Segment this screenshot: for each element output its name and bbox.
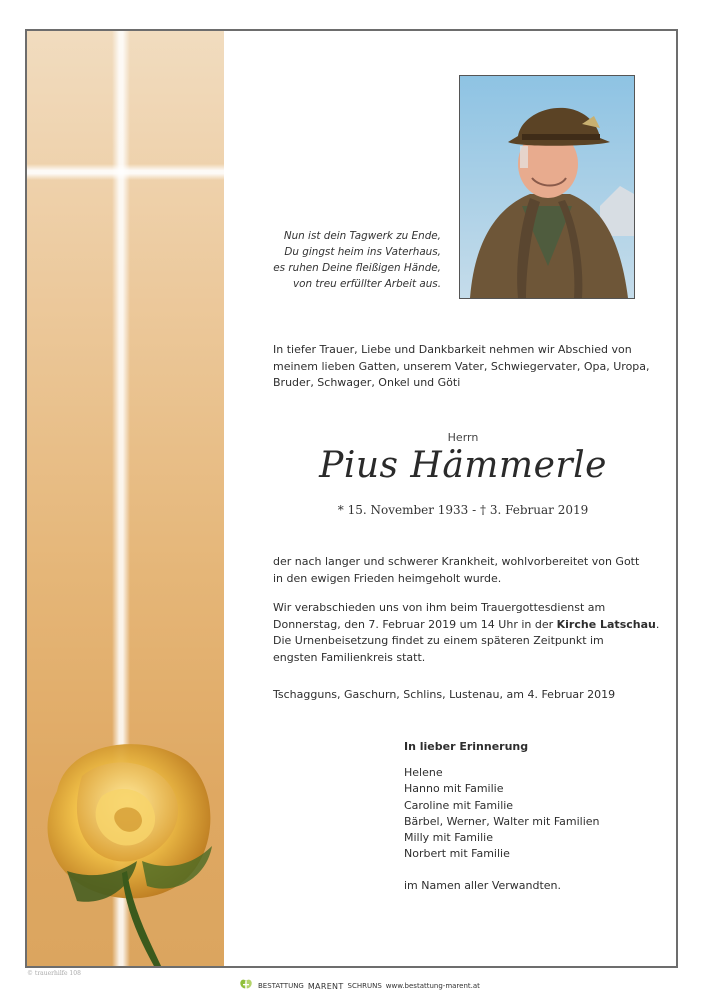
memory-section [404,739,644,895]
intro-line: Bruder, Schwager, Onkel und Göti [273,376,461,389]
service-line: engsten Familienkreis statt. [273,650,426,664]
poem-line: Du gingst heim ins Vaterhaus, [284,246,441,258]
portrait-photo [459,75,635,299]
mourner-name: Hanno mit Familie [404,782,504,796]
leaf-cross-logo-icon [240,979,252,993]
church-name: Kirche Latschau [556,617,656,631]
obituary-card [25,29,678,968]
cross-icon-horizontal [27,164,224,180]
service-text: . [655,617,660,631]
mourner-name: Helene [404,766,443,780]
service-line [273,617,668,634]
footer [240,978,484,994]
poem-line: von treu erfüllter Arbeit aus. [292,278,441,290]
service-paragraph [273,600,668,666]
rose-image [27,721,227,968]
passing-line: in den ewigen Frieden heimgeholt wurde. [273,571,502,585]
poem-line: Nun ist dein Tagwerk zu Ende, [283,230,441,242]
mourner-name: Milly mit Familie [404,831,493,845]
footer-town: SCHRUNS [347,982,382,990]
decorative-side-band [27,31,224,966]
mourner-name: Norbert mit Familie [404,847,510,861]
service-line: Die Urnenbeisetzung findet zu einem späteren Zeitpunkt im [273,634,604,647]
deceased-name: Pius Hämmerle [319,445,607,486]
life-dates: * 15. November 1933 - † 3. Februar 2019 [337,503,589,517]
salutation: Herrn [447,431,479,444]
passing-paragraph [273,554,668,587]
service-text: Donnerstag, den 7. Februar 2019 um 14 Uhr in der [273,617,557,631]
intro-line: In tiefer Trauer, Liebe und Dankbarkeit nehmen wir Abschied von [273,343,632,356]
portrait-image [460,76,634,298]
poem-line: es ruhen Deine fleißigen Hände, [273,262,441,274]
footer-url[interactable]: www.bestattung-marent.at [385,982,480,990]
mourner-name: Bärbel, Werner, Walter mit Familien [404,814,600,828]
poem [245,228,441,292]
copyright-note: © trauerhilfe 108 [27,970,81,977]
mourner-name: Caroline mit Familie [404,798,514,812]
footer-brand-name: MARENT [307,981,344,991]
service-line: Wir verabschieden uns von ihm beim Trauergottesdienst am [273,601,606,614]
place-date-line: Tschagguns, Gaschurn, Schlins, Lustenau, am 4. Februar 2019 [273,688,616,701]
place-date [273,687,668,704]
passing-line: der nach langer und schwerer Krankheit, wohlvorbereitet von Gott [273,555,640,568]
memory-heading: In lieber Erinnerung [404,740,529,753]
footer-brand-prefix: BESTATTUNG [258,982,304,990]
intro-paragraph [273,342,668,392]
intro-line: meinem lieben Gatten, unserem Vater, Schwiegervater, Opa, Uropa, [273,359,650,373]
memory-closing: im Namen aller Verwandten. [404,879,562,893]
